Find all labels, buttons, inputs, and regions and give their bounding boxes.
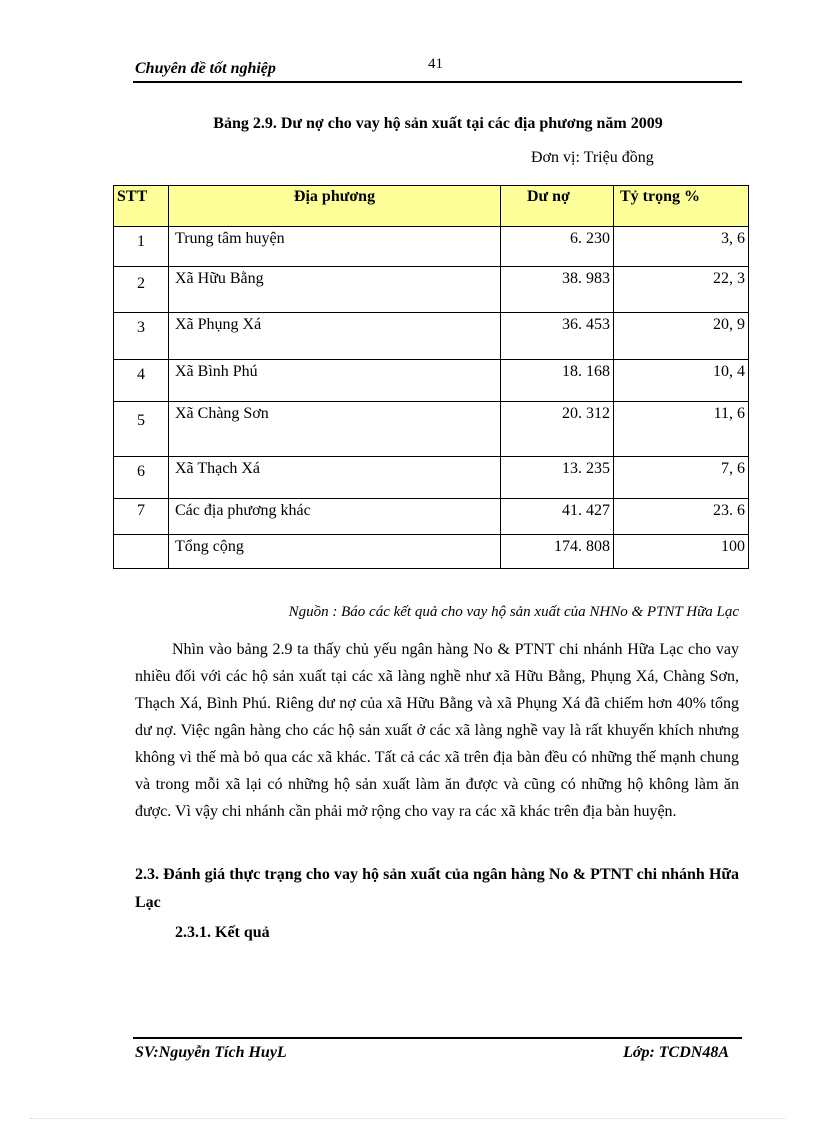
cell-debt: 13. 235 xyxy=(501,457,614,499)
cell-stt: 5 xyxy=(114,402,169,457)
cell-ratio: 3, 6 xyxy=(614,227,749,267)
cell-debt: 18. 168 xyxy=(501,360,614,402)
cell-stt: 4 xyxy=(114,360,169,402)
table-row xyxy=(114,267,749,313)
table-row xyxy=(114,402,749,457)
subsection-heading: 2.3.1. Kết quả xyxy=(175,924,270,941)
cell-ratio: 20, 9 xyxy=(614,313,749,360)
cell-location: Xã Thạch Xá xyxy=(169,457,501,499)
cell-stt: 6 xyxy=(114,457,169,499)
column-header-ratio: Tỷ trọng % xyxy=(614,186,749,227)
cell-ratio: 23. 6 xyxy=(614,499,749,535)
cell-debt: 6. 230 xyxy=(501,227,614,267)
cell-location: Tổng cộng xyxy=(169,535,501,569)
cell-debt: 20. 312 xyxy=(501,402,614,457)
table-row xyxy=(114,499,749,535)
cell-debt: 38. 983 xyxy=(501,267,614,313)
section-heading: 2.3. Đánh giá thực trạng cho vay hộ sản xuất của ngân hàng No & PTNT chi nhánh Hữa Lạc xyxy=(135,866,739,911)
column-header-stt: STT xyxy=(114,186,169,227)
table-source: Nguồn : Báo các kết quả cho vay hộ sản xuất của NHNo & PTNT Hữa Lạc xyxy=(288,604,739,620)
table-row xyxy=(114,313,749,360)
cell-debt: 41. 427 xyxy=(501,499,614,535)
page-edge xyxy=(30,1118,786,1119)
table-row xyxy=(114,457,749,499)
footer-class: Lớp: TCDN48A xyxy=(623,1044,729,1061)
footer-divider xyxy=(133,1037,742,1039)
table-caption: Bảng 2.9. Dư nợ cho vay hộ sản xuất tại các địa phương năm 2009 xyxy=(213,115,663,132)
cell-ratio: 100 xyxy=(614,535,749,569)
table-row xyxy=(114,360,749,402)
cell-stt: 3 xyxy=(114,313,169,360)
cell-stt: 1 xyxy=(114,227,169,267)
footer-student: SV:Nguyễn Tích HuyL xyxy=(135,1044,287,1061)
column-header-debt: Dư nợ xyxy=(501,186,614,227)
header-title: Chuyên đề tốt nghiệp xyxy=(135,60,276,77)
cell-stt xyxy=(114,535,169,569)
cell-debt: 174. 808 xyxy=(501,535,614,569)
cell-location: Trung tâm huyện xyxy=(169,227,501,267)
table-row xyxy=(114,227,749,267)
cell-location: Xã Bình Phú xyxy=(169,360,501,402)
cell-location: Xã Phụng Xá xyxy=(169,313,501,360)
page-number: 41 xyxy=(428,56,443,72)
column-header-location: Địa phương xyxy=(169,186,501,227)
table-total-row xyxy=(114,535,749,569)
table-header-row xyxy=(114,186,749,227)
header-divider xyxy=(133,81,742,83)
cell-location: Xã Chàng Sơn xyxy=(169,402,501,457)
body-paragraph: Nhìn vào bảng 2.9 ta thấy chủ yếu ngân hàng No & PTNT chi nhánh Hữa Lạc cho vay nhiều đối với các hộ sản xuất tại các xã làng nghề như xã Hữu Bằng, Phụng Xá, Chàng Sơn, Thạch Xá, Bình Phú. Riêng dư nợ của xã Hữu Bằng và xã Phụng Xá đã chiếm hơn 40% tổng dư nợ. Việc ngân hàng cho các hộ sản xuất ở các xã làng nghề vay là rất khuyến khích nhưng không vì thế mà bỏ qua các xã khác. Tất cả các xã trên địa bàn đều có những thế mạnh chung và trong mỗi xã lại có những hộ sản xuất làm ăn được và cũng có những hộ không làm ăn được. Vì vậy chi nhánh cần phải mở rộng cho vay ra các xã khác trên địa bàn huyện. xyxy=(135,641,739,820)
cell-location: Xã Hữu Bằng xyxy=(169,267,501,313)
cell-ratio: 11, 6 xyxy=(614,402,749,457)
cell-ratio: 22, 3 xyxy=(614,267,749,313)
cell-ratio: 7, 6 xyxy=(614,457,749,499)
loan-table xyxy=(113,185,749,569)
cell-ratio: 10, 4 xyxy=(614,360,749,402)
cell-stt: 7 xyxy=(114,499,169,535)
table-unit: Đơn vị: Triệu đồng xyxy=(531,149,654,166)
cell-location: Các địa phương khác xyxy=(169,499,501,535)
cell-debt: 36. 453 xyxy=(501,313,614,360)
cell-stt: 2 xyxy=(114,267,169,313)
